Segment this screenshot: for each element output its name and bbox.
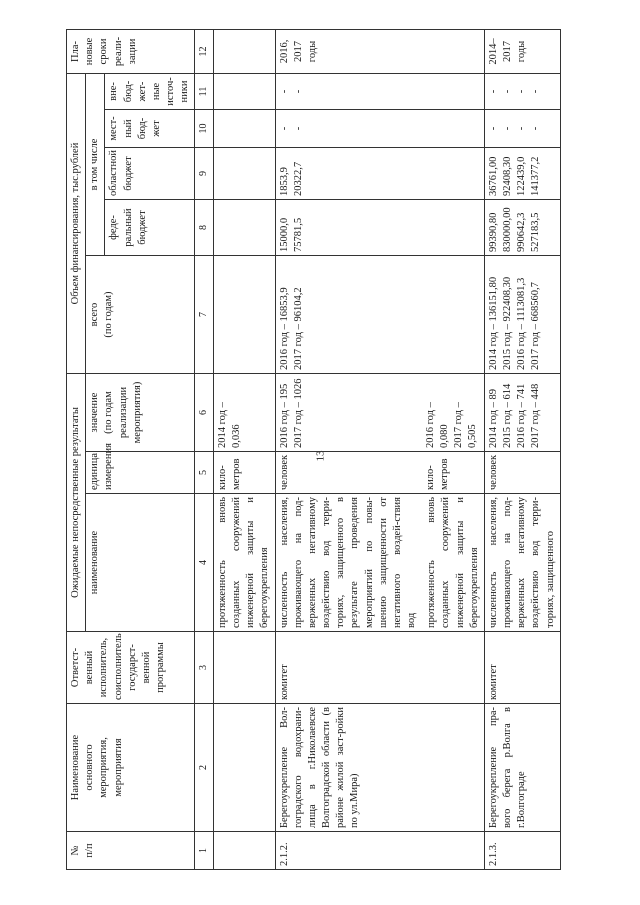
row-federal bbox=[213, 200, 275, 256]
row-result-value: 2016 год – 0,080 2017 год – 0,505 bbox=[424, 402, 479, 448]
table-row bbox=[213, 29, 275, 869]
row-result-name: протяженность вновь созданных сооружений инженерной защиты и берегоукрепления bbox=[426, 497, 480, 628]
row-regional: 1853,9 20322,7 bbox=[275, 148, 484, 200]
row-result-units bbox=[275, 452, 484, 494]
row-num: 2.1.3. bbox=[484, 832, 560, 870]
column-number: 10 bbox=[195, 110, 214, 148]
row-activity-name: Берегоукрепление Вол-гоградского водохрани-лища в г.Николаевске Волгоградской области (в районе жилой заст-ройки по ул.Мира) bbox=[275, 704, 484, 832]
column-number: 7 bbox=[195, 256, 214, 374]
header-result-value: значение (по годам реализации мероприятия) bbox=[86, 374, 195, 452]
row-result-unit: человек bbox=[278, 454, 290, 490]
row-result-unit: кило- метров bbox=[424, 458, 450, 490]
header-expected-results: Ожидаемые непосредственные результаты bbox=[67, 374, 86, 632]
program-activities-table bbox=[66, 29, 561, 870]
header-planned-period: Пла- новые сроки реали- зации bbox=[67, 29, 195, 73]
header-result-name: наименование bbox=[86, 494, 195, 632]
row-regional: 36761,00 92408,30 122439,0 141377,2 bbox=[484, 148, 560, 200]
row-executor: комитет bbox=[275, 632, 484, 704]
row-result-unit: кило- метров bbox=[213, 452, 275, 494]
row-local bbox=[213, 110, 275, 148]
header-executor: Ответст- венный исполнитель, соисполнитель государст- венной программы bbox=[67, 632, 195, 704]
row-executor bbox=[213, 632, 275, 704]
column-number: 11 bbox=[195, 73, 214, 109]
row-result-value: 2014 год – 0,036 bbox=[213, 374, 275, 452]
row-result-name: численность населения, проживающего на под-верженных негативному воздействию вод терри-ториях, защищенного в результате проведения мероприятий по повы-шению защищенности от негативного воздей-ствия вод bbox=[278, 497, 418, 628]
column-number: 12 bbox=[195, 29, 214, 73]
row-result-unit: человек bbox=[484, 452, 560, 494]
row-result-value: 2016 год – 195 2017 год – 1026 bbox=[278, 378, 304, 448]
row-num bbox=[213, 832, 275, 870]
header-total: всего (по годам) bbox=[86, 256, 195, 374]
row-regional bbox=[213, 148, 275, 200]
row-federal: 99390,80 830000,00 990642,3 527183,5 bbox=[484, 200, 560, 256]
header-row-1 bbox=[67, 29, 86, 869]
header-num: № п/п bbox=[67, 832, 195, 870]
column-number: 5 bbox=[195, 452, 214, 494]
header-regional: областной бюджет bbox=[105, 148, 195, 200]
header-extra: вне- бюд- жет- ные источ- ники bbox=[105, 73, 195, 109]
header-including: в том числе bbox=[86, 73, 105, 255]
header-local: мест- ный бюд- жет bbox=[105, 110, 195, 148]
row-total: 2016 год – 16853,9 2017 год – 96104,2 bbox=[275, 256, 484, 374]
spacer bbox=[292, 455, 424, 490]
row-activity-name: Берегоукрепление пра-вого берега р.Волга в г.Волгограде bbox=[484, 704, 560, 832]
column-number: 9 bbox=[195, 148, 214, 200]
row-result-value: 2014 год – 89 2015 год – 614 2016 год – 741 2017 год – 448 bbox=[484, 374, 560, 452]
column-number: 1 bbox=[195, 832, 214, 870]
row-result-values bbox=[275, 374, 484, 452]
row-federal: 15000,0 75781,5 bbox=[275, 200, 484, 256]
page-number: 13 bbox=[314, 450, 326, 462]
row-local: - - bbox=[275, 110, 484, 148]
row-total bbox=[213, 256, 275, 374]
column-number: 2 bbox=[195, 704, 214, 832]
column-number: 4 bbox=[195, 494, 214, 632]
spacer bbox=[306, 377, 424, 448]
row-extra bbox=[213, 73, 275, 109]
row-executor: комитет bbox=[484, 632, 560, 704]
header-result-unit: единица измерения bbox=[86, 452, 195, 494]
row-result-names bbox=[275, 494, 484, 632]
row-extra: - - bbox=[275, 73, 484, 109]
row-activity-name bbox=[213, 704, 275, 832]
row-result-name: протяженность вновь созданных сооружений инженерной защиты и берегоукрепления bbox=[213, 494, 275, 632]
header-federal: феде- ральный бюджет bbox=[105, 200, 195, 256]
row-result-name: численность населения, проживающего на под-верженных негативному воздействию вод терри-ториях, защищенного bbox=[484, 494, 560, 632]
row-period: 2016, 2017 годы bbox=[275, 29, 484, 73]
column-number: 6 bbox=[195, 374, 214, 452]
column-number: 3 bbox=[195, 632, 214, 704]
row-period bbox=[213, 29, 275, 73]
header-funding: Объем финансирования, тыс.рублей bbox=[67, 73, 86, 373]
table-row bbox=[484, 29, 560, 869]
table-row bbox=[275, 29, 484, 869]
header-activity-name: Наименование основного мероприятия, мероприятия bbox=[67, 704, 195, 832]
row-extra: - - - - bbox=[484, 73, 560, 109]
column-number-row bbox=[195, 29, 214, 869]
row-num: 2.1.2. bbox=[275, 832, 484, 870]
row-period: 2014– 2017 годы bbox=[484, 29, 560, 73]
column-number: 8 bbox=[195, 200, 214, 256]
row-total: 2014 год – 136151,80 2015 год – 922408,30 2016 год – 1113081,3 2017 год – 668560,7 bbox=[484, 256, 560, 374]
row-local: - - - - bbox=[484, 110, 560, 148]
